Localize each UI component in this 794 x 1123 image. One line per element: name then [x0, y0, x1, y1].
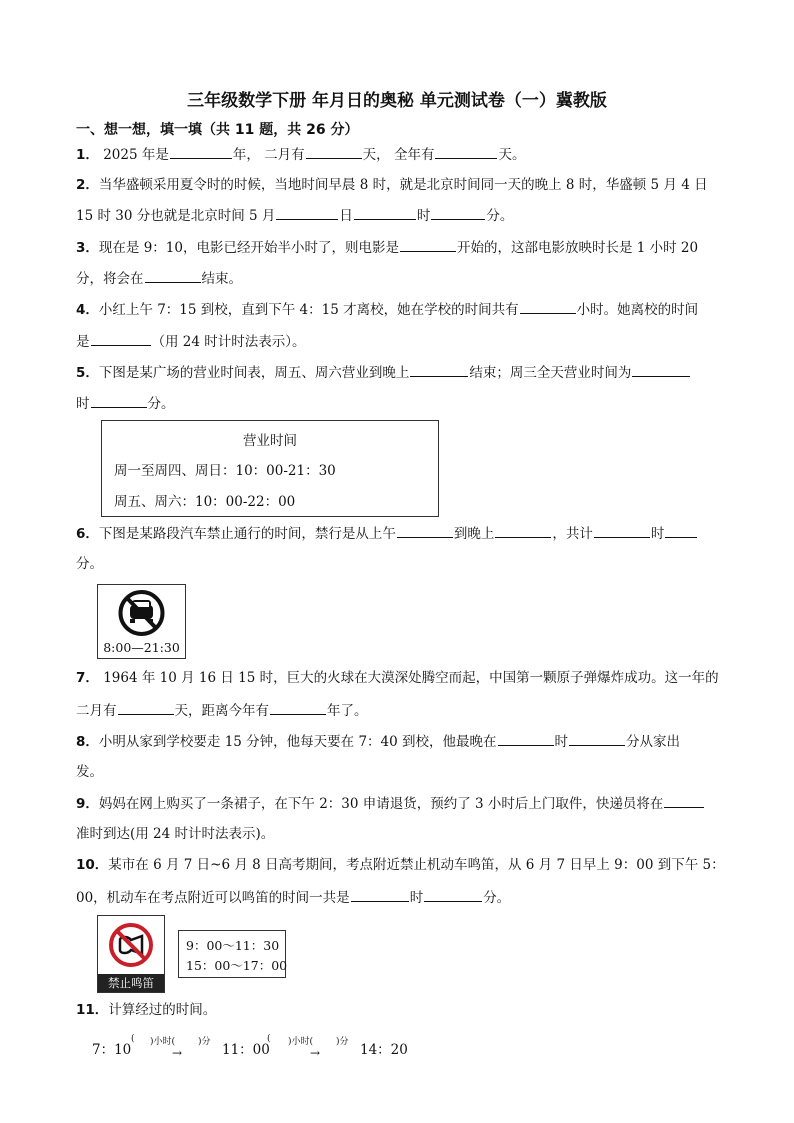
question-5-line-2: 时 分。: [76, 393, 175, 414]
ban-time: 15：00～17：00: [186, 958, 288, 973]
question-4: 4．小红上午 7：15 到校，直到下午 4：15 才离校，她在学校的时间共有 小时。她离校的时间: [76, 299, 698, 320]
answer-blank[interactable]: [170, 144, 232, 159]
answer-blank[interactable]: [431, 205, 485, 220]
question-7: 7． 1964 年 10 月 16 日 15 时，巨大的火球在大漠深处腾空而起，中国第一颗原子弹爆炸成功。这一年的: [76, 670, 719, 686]
answer-blank[interactable]: [594, 523, 650, 538]
answer-blank[interactable]: [435, 144, 497, 159]
paren-open: (: [267, 1034, 271, 1044]
answer-blank[interactable]: [354, 205, 416, 220]
question-number: 10．: [76, 857, 109, 873]
question-number: 7．: [76, 670, 99, 686]
answer-blank[interactable]: [400, 237, 456, 252]
question-6: 6．下图是某路段汽车禁止通行的时间，禁行是从上午 到晚上 ，共计 时: [76, 523, 698, 544]
question-number: 2．: [76, 177, 99, 193]
question-number: 1．: [76, 147, 99, 163]
table-title: 营业时间: [243, 433, 297, 449]
question-11: 11．计算经过的时间。: [76, 1002, 217, 1018]
answer-blank[interactable]: [351, 887, 409, 902]
arrow-icon: →: [310, 1046, 321, 1060]
paren-open: (: [131, 1034, 135, 1044]
answer-blank[interactable]: [410, 362, 468, 377]
answer-blank[interactable]: [632, 362, 690, 377]
ban-time: 9：00～11：30: [186, 938, 280, 953]
question-3-line-2: 分，将会在 结束。: [76, 268, 242, 289]
table-row: 周五、周六：10：00-22：00: [114, 494, 296, 510]
question-number: 9．: [76, 796, 99, 812]
no-honking-sign: [97, 915, 165, 993]
question-4-line-2: 是 （用 24 时计时法表示）。: [76, 331, 306, 352]
honking-ban-times: [178, 930, 286, 978]
question-number: 8．: [76, 734, 99, 750]
answer-blank[interactable]: [424, 887, 482, 902]
answer-blank[interactable]: [520, 299, 576, 314]
answer-blank[interactable]: [91, 331, 151, 346]
no-vehicle-sign: [97, 584, 186, 659]
page-title: 三年级数学下册 年月日的奥秘 单元测试卷（一）冀教版: [187, 91, 607, 111]
no-cars-icon: [98, 587, 185, 643]
question-number: 3．: [76, 240, 99, 256]
question-number: 4．: [76, 302, 99, 318]
question-1: 1． 2025 年是 年， 二月有 天， 全年有 天。: [76, 144, 525, 165]
answer-blank[interactable]: [495, 523, 551, 538]
question-2: 2．当华盛顿采用夏令时的时候，当地时间早晨 8 时，就是北京时间同一天的晚上 8 时，华盛顿 5 月 4 日: [76, 177, 708, 193]
answer-blank[interactable]: [118, 700, 174, 715]
answer-blank[interactable]: [665, 523, 697, 538]
question-8-line-2: 发。: [76, 764, 103, 780]
table-row: 周一至周四、周日：10：00-21：30: [114, 463, 336, 479]
answer-blank[interactable]: [664, 793, 704, 808]
answer-blank[interactable]: [145, 268, 201, 283]
business-hours-table: [101, 420, 439, 517]
hours-blank-label[interactable]: )小时(: [150, 1037, 176, 1047]
arrow-icon: →: [172, 1046, 183, 1060]
question-10-line-2: 00，机动车在考点附近可以鸣笛的时间一共是 时 分。: [76, 887, 510, 908]
answer-blank[interactable]: [91, 393, 147, 408]
question-9-line-2: 准时到达(用 24 时计时法表示)。: [76, 826, 275, 842]
minutes-blank-label[interactable]: )分: [198, 1037, 211, 1047]
answer-blank[interactable]: [498, 731, 554, 746]
question-number: 5．: [76, 365, 99, 381]
sign-caption: 禁止鸣笛: [98, 974, 164, 992]
answer-blank[interactable]: [270, 700, 326, 715]
question-6-line-2: 分。: [76, 556, 103, 572]
sign-caption: 8:00—21:30: [103, 640, 180, 655]
question-number: 6．: [76, 526, 99, 542]
question-2-line-2: 15 时 30 分也就是北京时间 5 月 日 时 分。: [76, 205, 513, 226]
question-3: 3．现在是 9：10，电影已经开始半小时了，则电影是 开始的，这部电影放映时长是 1 小时 20: [76, 237, 698, 258]
calc-time-1: 7：10: [92, 1042, 132, 1058]
question-7-line-2: 二月有 天，距离今年有 年了。: [76, 700, 368, 721]
question-10: 10．某市在 6 月 7 日~6 月 8 日高考期间，考点附近禁止机动车鸣笛，从 6 月 7 日早上 9：00 到下午 5：: [76, 857, 725, 873]
answer-blank[interactable]: [397, 523, 453, 538]
question-number: 11．: [76, 1002, 109, 1018]
question-9: 9．妈妈在网上购买了一条裙子，在下午 2：30 申请退货，预约了 3 小时后上门取件，快递员将在: [76, 793, 705, 814]
answer-blank[interactable]: [569, 731, 625, 746]
section-heading: 一、想一想，填一填（共 11 题，共 26 分）: [76, 122, 359, 138]
answer-blank[interactable]: [276, 205, 338, 220]
answer-blank[interactable]: [306, 144, 362, 159]
hours-blank-label[interactable]: )小时(: [288, 1037, 314, 1047]
calc-time-2: 11：00: [222, 1042, 270, 1058]
question-5: 5．下图是某广场的营业时间表，周五、周六营业到晚上 结束；周三全天营业时间为: [76, 362, 691, 383]
calc-time-3: 14：20: [360, 1042, 408, 1058]
minutes-blank-label[interactable]: )分: [336, 1037, 349, 1047]
no-honking-icon: [98, 916, 164, 974]
question-8: 8．小明从家到学校要走 15 分钟，他每天要在 7：40 到校，他最晚在 时 分从家出: [76, 731, 680, 752]
